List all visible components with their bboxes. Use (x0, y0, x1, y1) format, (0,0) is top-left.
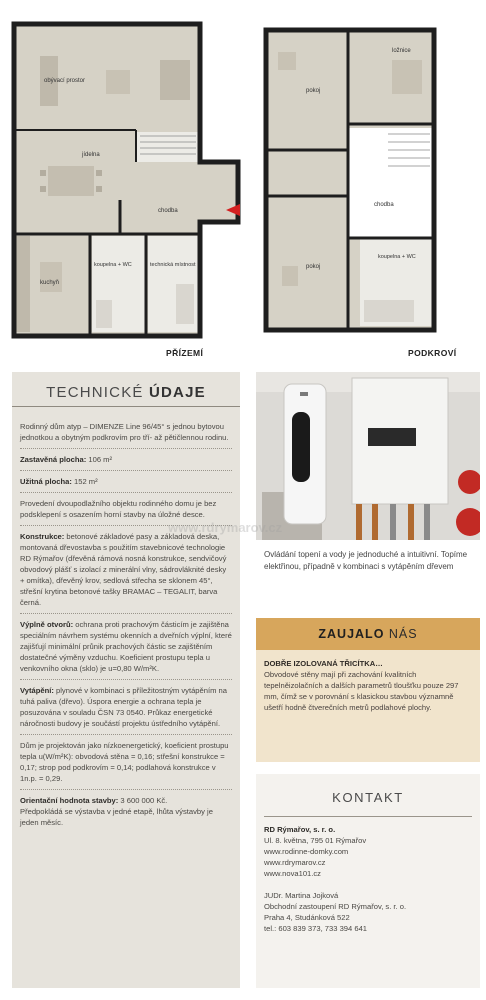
construction-text: betonové základové pasy a základová deska, montovaná dřevostavba s použitím stavebnicové technologie RD Rýmařov (dřevěná rámová nosná konstrukce, sendvičový obvodový plášť s izolací z minerální vlny, sádrovláknité desky + omítka), dřevěný krov, sedlová střecha se sklonem 45°, střešní krytina betonové tašky BRAMAC – TEGALIT, barva černá. (20, 532, 227, 607)
attic-floor-label: PODKROVÍ (408, 348, 457, 358)
heating-text: plynové v kombinaci s příležitostným vytápěním na tuhá paliva (dřevo). Úspora energie a ochrana tepla je posuzována v souladu ČSN 73 0540. Průkaz energetické náročnosti budovy je součástí projektu ústředního vytápění. (20, 686, 227, 728)
kontakt-box (256, 774, 480, 988)
price-label: Orientační hodnota stavby: (20, 796, 119, 805)
room-label-bedroom: ložnice (392, 48, 411, 54)
web-link-1[interactable]: www.rodinne-domky.com (264, 847, 349, 856)
zaujalo-title-plain: NÁS (384, 627, 418, 641)
zaujalo-header (256, 618, 480, 650)
kontakt-divider (264, 816, 472, 817)
price-note: Předpokládá se výstavba v jedné etapě, lhůta výstavby je jeden měsíc. (20, 807, 213, 827)
zaujalo-body (264, 658, 474, 713)
price-block (20, 790, 232, 833)
built-area-value: 106 m² (86, 455, 113, 464)
web-link-2[interactable]: www.rdrymarov.cz (264, 858, 326, 867)
construction-label: Konstrukce: (20, 532, 65, 541)
photo-caption: Ovládání topení a vody je jednoduché a intuitivní. Topíme elektřinou, případně v kombinaci s vytápěním dřevem (264, 550, 468, 571)
usable-area-value: 152 m² (71, 477, 98, 486)
company-name: RD Rýmařov, s. r. o. (264, 825, 336, 834)
room-label-bath-ground: koupelna + WC (94, 262, 132, 268)
energy-block: Dům je projektován jako nízkoenergetický, koeficient prostupu tepla u(W/m²K): obvodová stěna = 0,16; střešní konstrukce = 0,17; strop pod podkrovím = 0,14; podlahová konstrukce v 1n.p. = 0,29. (20, 735, 232, 790)
technical-data-panel (12, 372, 240, 988)
web-link-3[interactable]: www.nova101.cz (264, 869, 321, 878)
zaujalo-heading: DOBŘE IZOLOVANÁ TŘICÍTKA… (264, 659, 383, 668)
heating-control-photo (256, 372, 480, 540)
contact-phone: tel.: 603 839 373, 733 394 641 (264, 924, 368, 933)
intro-block: Rodinný dům atyp – DIMENZE Line 96/45° s jednou bytovou jednotkou a obytným podkrovím pro tří- až pětičlennou rodinu. (20, 416, 232, 449)
photo-illustration (256, 372, 480, 540)
floor-plans (0, 0, 486, 362)
usable-area-block (20, 471, 232, 493)
room-label-room1: pokoj (306, 88, 321, 94)
construction-block (20, 526, 232, 614)
built-area-block (20, 449, 232, 471)
usable-area-label: Užitná plocha: (20, 477, 72, 486)
room-label-bath-attic: koupelna + WC (378, 254, 416, 260)
room-label-hall-attic: chodba (374, 202, 394, 208)
room-label-dining: jídelna (82, 152, 100, 158)
windows-label: Výplně otvorů: (20, 620, 74, 629)
zaujalo-title-bold: ZAUJALO (318, 627, 385, 641)
floor-plan-drawing (0, 0, 486, 362)
ground-floor-label: PŘÍZEMÍ (166, 348, 204, 358)
built-area-label: Zastavěná plocha: (20, 455, 87, 464)
contact-office: Obchodní zastoupení RD Rýmařov, s. r. o. (264, 902, 407, 911)
spacer (264, 879, 474, 890)
room-label-living: obývací prostor (44, 78, 86, 84)
title-divider (12, 406, 240, 407)
title-plain: TECHNICKÉ (46, 384, 149, 401)
room-label-room2: pokoj (306, 264, 321, 270)
contact-person: JUDr. Martina Jojková (264, 891, 339, 900)
title-bold: ÚDAJE (148, 384, 206, 401)
kontakt-title: KONTAKT (332, 790, 404, 805)
price-value: 3 600 000 Kč. (118, 796, 168, 805)
kontakt-body (264, 824, 474, 934)
attic-floor-plan (266, 30, 434, 330)
technical-data-title (12, 384, 240, 401)
room-label-kitchen: kuchyň (40, 280, 60, 286)
technical-data-body (20, 416, 232, 833)
zaujalo-box (256, 618, 480, 762)
ground-floor-plan (14, 24, 240, 336)
room-label-hall-ground: chodba (158, 208, 178, 214)
room-label-tech: technická místnost (150, 262, 196, 268)
watermark: www.rdrymarov.cz (168, 520, 283, 535)
heating-label: Vytápění: (20, 686, 54, 695)
company-address: Ul. 8. května, 795 01 Rýmařov (264, 836, 367, 845)
contact-street: Praha 4, Studánková 522 (264, 913, 350, 922)
heating-block (20, 680, 232, 735)
windows-block (20, 614, 232, 680)
design-block: Provedení dvoupodlažního objektu rodinného domu je bez podsklepení s osazením horní stavby na úložné desce. (20, 493, 232, 526)
zaujalo-text: Obvodové stěny mají při zachování kvalitních tepelněizolačních a dalších parametrů tloušťku pouze 297 mm, čímž se v porovnání s klasickou stavbou významně ušetří hodně čtverečních metrů podlahové plochy. (264, 670, 459, 712)
windows-text: ochrana proti prachovým částicím je zajištěna speciálním návrhem systému okenních a dveřních výplní, které zajišťují minimální průnik prachových částic se zajištěním dostatečné výměny vzduchu. Koeficient prostupu tepla u venkovního okna (sklo) je u=0,80 W/m²K. (20, 620, 232, 673)
